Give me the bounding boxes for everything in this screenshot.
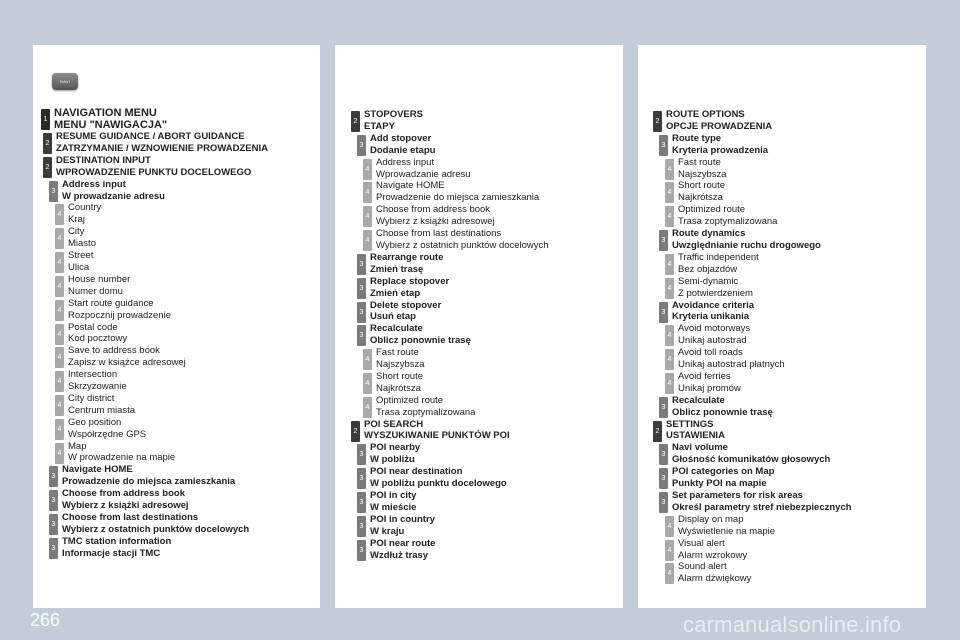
menu-item-text (678, 514, 775, 538)
menu-item-text (56, 131, 268, 155)
menu-item-text (678, 561, 751, 585)
level-badge: 3 (49, 514, 58, 535)
menu-item (665, 323, 852, 347)
menu-item (659, 442, 852, 466)
level-badge: 4 (55, 228, 64, 249)
menu-item-line: Recalculate (370, 323, 423, 335)
level-badge: 3 (357, 468, 366, 489)
menu-item (357, 300, 549, 324)
menu-item-text (678, 180, 725, 204)
level-badge: 4 (55, 419, 64, 440)
level-badge: 3 (357, 254, 366, 275)
menu-item-line: Choose from address book (62, 488, 185, 500)
menu-item-text (678, 323, 750, 347)
menu-item-line: WYSZUKIWANIE PUNKTÓW POI (364, 430, 510, 442)
menu-item-text (54, 107, 167, 131)
level-badge: 4 (55, 204, 64, 225)
level-badge: 3 (659, 135, 668, 156)
menu-item-line: Address input (62, 178, 126, 190)
menu-item-text (376, 347, 425, 371)
level-badge: 4 (363, 182, 372, 203)
level-badge: 4 (665, 540, 674, 561)
menu-item-line: Visual alert (678, 537, 725, 549)
menu-item (55, 417, 268, 441)
menu-item-text (376, 180, 539, 204)
menu-item-line: Zmień etap (370, 287, 421, 299)
menu-item-line: ZATRZYMANIE / WZNOWIENIE PROWADZENIA (56, 142, 268, 154)
level-badge: 4 (55, 443, 64, 464)
menu-column-2 (349, 109, 549, 561)
menu-item-line: Trasa zoptymalizowana (376, 406, 476, 418)
level-badge: 2 (653, 111, 662, 132)
menu-item-text (370, 466, 507, 490)
menu-item-text (376, 395, 475, 419)
menu-item-line: Określ parametry stref niebezpiecznych (672, 501, 852, 513)
menu-item (49, 512, 268, 536)
menu-item (55, 274, 268, 298)
menu-item-text (68, 441, 175, 465)
level-badge: 4 (363, 397, 372, 418)
menu-item (49, 536, 268, 560)
menu-item-line: Bez objazdów (678, 263, 738, 275)
menu-item-text (672, 300, 754, 324)
menu-item (41, 107, 268, 131)
menu-item-line: Navigate HOME (376, 180, 445, 192)
menu-item-line: Kod pocztowy (68, 333, 128, 345)
menu-column-3 (651, 109, 852, 585)
menu-item-line: City district (68, 392, 115, 404)
menu-item-text (678, 538, 747, 562)
menu-item-line: W pobliżu (370, 454, 415, 466)
menu-item-line: Display on map (678, 513, 744, 525)
level-badge: 3 (357, 444, 366, 465)
menu-item-text (68, 250, 93, 274)
menu-item (665, 204, 852, 228)
menu-item (653, 419, 852, 443)
menu-item-line: City (68, 226, 85, 238)
menu-item-text (376, 157, 471, 181)
menu-item-line: Wzdłuż trasy (370, 549, 429, 561)
level-badge: 4 (665, 563, 674, 584)
menu-item (357, 323, 549, 347)
menu-item-text (678, 204, 777, 228)
menu-item-text (56, 155, 251, 179)
menu-item (49, 464, 268, 488)
menu-item-line: POI near route (370, 537, 436, 549)
menu-item-text (678, 157, 727, 181)
menu-item-line: Short route (376, 370, 423, 382)
menu-item-line: Głośność komunikatów głosowych (672, 454, 831, 466)
menu-item-line: DESTINATION INPUT (56, 154, 151, 166)
menu-item (363, 395, 549, 419)
menu-item-line: Unikaj promów (678, 382, 741, 394)
menu-item (665, 347, 852, 371)
menu-item-line: Numer domu (68, 285, 123, 297)
menu-item-line: Najkrótsza (376, 382, 421, 394)
level-badge: 2 (43, 157, 52, 178)
menu-item-line: Wybierz z książki adresowej (62, 500, 189, 512)
menu-item-line: Najszybsza (678, 168, 727, 180)
menu-item (351, 109, 549, 133)
menu-item-line: WPROWADZENIE PUNKTU DOCELOWEGO (56, 166, 252, 178)
menu-item-text (376, 204, 495, 228)
menu-item-line: Address input (376, 156, 435, 168)
menu-item (665, 276, 852, 300)
level-badge: 3 (357, 278, 366, 299)
menu-item-line: Unikaj autostrad płatnych (678, 359, 785, 371)
menu-item (43, 131, 268, 155)
menu-item-line: POI in country (370, 513, 435, 525)
menu-item-line: Usuń etap (370, 311, 416, 323)
menu-item-line: Ulica (68, 261, 90, 273)
level-badge: 1 (41, 109, 50, 130)
menu-item-line: Recalculate (672, 394, 725, 406)
menu-item-line: Avoid motorways (678, 323, 751, 335)
menu-item (43, 155, 268, 179)
menu-item-text (666, 419, 725, 443)
menu-item (55, 345, 268, 369)
menu-item (55, 393, 268, 417)
level-badge: 4 (363, 373, 372, 394)
menu-column-1 (41, 107, 268, 560)
menu-item-line: Fast route (678, 156, 721, 168)
menu-item-line: Map (68, 440, 87, 452)
menu-item-line: Optimized route (376, 394, 444, 406)
menu-item-text (68, 345, 186, 369)
level-badge: 4 (665, 206, 674, 227)
menu-item-text (68, 298, 171, 322)
level-badge: 3 (659, 492, 668, 513)
menu-item-text (62, 179, 165, 203)
menu-item-line: Zapisz w książce adresowej (68, 357, 186, 369)
menu-item-line: Informacje stacji TMC (62, 547, 161, 559)
level-badge: 3 (659, 444, 668, 465)
menu-item-line: Fast route (376, 347, 419, 359)
menu-item-line: Set parameters for risk areas (672, 490, 803, 501)
menu-item-line: Wyświetlenie na mapie (678, 525, 776, 537)
menu-item-text (62, 488, 189, 512)
menu-item-text (68, 202, 101, 226)
menu-item (653, 109, 852, 133)
menu-item-line: Unikaj autostrad (678, 335, 747, 347)
menu-item-text (62, 536, 171, 560)
page-number: 266 (30, 610, 61, 630)
menu-item-line: House number (68, 273, 131, 285)
menu-item (55, 250, 268, 274)
menu-item-line: Sound alert (678, 561, 727, 573)
menu-item-text (672, 395, 773, 419)
menu-item (665, 371, 852, 395)
menu-item-line: Alarm dźwiękowy (678, 573, 752, 585)
menu-item-line: Wybierz z książki adresowej (376, 216, 495, 228)
menu-item-line: Route dynamics (672, 228, 746, 240)
navi-button-icon (52, 73, 78, 90)
menu-item-text (672, 228, 821, 252)
menu-item-line: Kryteria unikania (672, 311, 750, 323)
menu-item-text (370, 514, 435, 538)
level-badge: 2 (351, 421, 360, 442)
menu-item-text (678, 252, 759, 276)
menu-item-text (364, 419, 510, 443)
level-badge: 3 (49, 466, 58, 487)
menu-item-line: Centrum miasta (68, 404, 136, 416)
menu-item (363, 228, 549, 252)
menu-item-text (62, 512, 249, 536)
menu-item-text (678, 276, 753, 300)
level-badge: 4 (665, 516, 674, 537)
menu-item-line: Short route (678, 180, 725, 192)
menu-item-line: Uwzględnianie ruchu drogowego (672, 239, 821, 251)
watermark: carmanualsonline.info (683, 612, 902, 637)
menu-item-line: Alarm wzrokowy (678, 549, 748, 561)
menu-item-line: STOPOVERS (364, 109, 423, 120)
menu-item-text (666, 109, 772, 133)
menu-item (357, 252, 549, 276)
level-badge: 4 (363, 230, 372, 251)
level-badge: 4 (55, 324, 64, 345)
menu-item (357, 442, 549, 466)
menu-item-line: Prowadzenie do miejsca zamieszkania (376, 192, 540, 204)
level-badge: 4 (55, 371, 64, 392)
level-badge: 3 (357, 516, 366, 537)
menu-item (363, 180, 549, 204)
menu-item (665, 180, 852, 204)
level-badge: 3 (357, 135, 366, 156)
menu-item (665, 538, 852, 562)
menu-item (55, 322, 268, 346)
menu-item-line: W kraju (370, 525, 405, 537)
menu-item (55, 441, 268, 465)
menu-item-text (68, 226, 96, 250)
menu-item-line: Choose from address book (376, 204, 491, 216)
level-badge: 4 (665, 373, 674, 394)
menu-item-line: Save to address book (68, 345, 160, 357)
menu-item (665, 157, 852, 181)
menu-item-line: Trasa zoptymalizowana (678, 216, 778, 228)
menu-item (49, 488, 268, 512)
level-badge: 4 (665, 254, 674, 275)
level-badge: 4 (665, 278, 674, 299)
menu-item-line: POI nearby (370, 442, 421, 454)
level-badge: 4 (55, 347, 64, 368)
menu-item-line: Route type (672, 132, 722, 144)
menu-item-text (370, 276, 449, 300)
menu-item-line: W pobliżu punktu docelowego (370, 478, 507, 490)
level-badge: 4 (55, 252, 64, 273)
menu-item-line: Country (68, 202, 102, 214)
menu-item-line: Wprowadzanie adresu (376, 168, 471, 180)
menu-item (659, 228, 852, 252)
level-badge: 3 (659, 397, 668, 418)
menu-item-line: Oblicz ponownie trasę (370, 335, 471, 347)
menu-item (659, 466, 852, 490)
menu-item-line: Avoid toll roads (678, 347, 743, 359)
level-badge: 4 (363, 159, 372, 180)
menu-item-line: Zmień trasę (370, 263, 424, 275)
menu-item (357, 490, 549, 514)
menu-item-line: Kryteria prowadzenia (672, 144, 769, 156)
menu-item-text (364, 109, 423, 133)
level-badge: 4 (55, 300, 64, 321)
menu-item-text (678, 371, 741, 395)
menu-item-line: Kraj (68, 214, 85, 226)
menu-item-line: Rozpocznij prowadzenie (68, 309, 171, 321)
level-badge: 4 (55, 395, 64, 416)
menu-item (363, 157, 549, 181)
menu-item-text (376, 228, 549, 252)
menu-item-line: Najszybsza (376, 359, 425, 371)
menu-item (351, 419, 549, 443)
menu-item-text (672, 442, 830, 466)
menu-item-line: Semi-dynamic (678, 275, 739, 287)
menu-item (55, 369, 268, 393)
level-badge: 3 (357, 492, 366, 513)
menu-item-text (672, 490, 852, 514)
menu-item-line: Postal code (68, 321, 118, 333)
menu-item-line: Delete stopover (370, 299, 442, 311)
menu-item (357, 514, 549, 538)
level-badge: 2 (43, 133, 52, 154)
menu-item-line: Współrzędne GPS (68, 428, 147, 440)
menu-item-line: OPCJE PROWADZENIA (666, 120, 773, 132)
menu-item (659, 133, 852, 157)
level-badge: 2 (351, 111, 360, 132)
menu-item-line: Avoidance criteria (672, 299, 755, 311)
menu-item (665, 514, 852, 538)
menu-item-text (370, 133, 435, 157)
menu-item (659, 300, 852, 324)
menu-item-line: Street (68, 250, 94, 262)
menu-item-line: TMC station information (62, 535, 172, 547)
menu-item-line: Geo position (68, 416, 122, 428)
menu-item (55, 298, 268, 322)
menu-item (357, 466, 549, 490)
menu-item (49, 179, 268, 203)
menu-item-text (68, 274, 130, 298)
menu-item-text (68, 393, 135, 417)
level-badge: 2 (653, 421, 662, 442)
menu-item-line: Optimized route (678, 204, 746, 216)
navi-button-label: NAVI (59, 79, 71, 84)
menu-item (659, 490, 852, 514)
level-badge: 4 (665, 182, 674, 203)
level-badge: 4 (665, 159, 674, 180)
level-badge: 3 (659, 302, 668, 323)
level-badge: 3 (659, 230, 668, 251)
menu-item (363, 371, 549, 395)
menu-item-line: NAVIGATION MENU (54, 107, 157, 119)
menu-item-line: Miasto (68, 238, 96, 250)
menu-item-text (672, 133, 768, 157)
menu-item-text (370, 252, 443, 276)
menu-item-line: W prowadzenie na mapie (68, 452, 176, 464)
menu-item-line: Avoid ferries (678, 370, 731, 382)
menu-item-line: W prowadzanie adresu (62, 190, 165, 202)
menu-item-line: POI SEARCH (364, 418, 424, 430)
menu-item-line: POI near destination (370, 466, 463, 478)
menu-item (665, 252, 852, 276)
menu-item-line: Rearrange route (370, 251, 444, 263)
menu-item-text (68, 322, 127, 346)
menu-item-line: Wybierz z ostatnich punktów docelowych (62, 523, 250, 535)
menu-item-text (678, 347, 785, 371)
menu-item-line: SETTINGS (666, 418, 714, 430)
menu-item-text (62, 464, 235, 488)
menu-item-line: Wybierz z ostatnich punktów docelowych (376, 239, 549, 251)
menu-item-line: POI in city (370, 490, 417, 501)
menu-item-line: Skrzyżowanie (68, 381, 127, 393)
menu-item-line: Replace stopover (370, 275, 450, 287)
menu-item-line: Choose from last destinations (376, 228, 502, 240)
menu-item-line: Punkty POI na mapie (672, 478, 767, 490)
level-badge: 3 (357, 540, 366, 561)
menu-item-line: POI categories on Map (672, 466, 775, 478)
menu-item-line: Dodanie etapu (370, 144, 436, 156)
level-badge: 3 (357, 325, 366, 346)
level-badge: 4 (363, 206, 372, 227)
menu-item (357, 538, 549, 562)
menu-item (55, 202, 268, 226)
menu-item (55, 226, 268, 250)
menu-item (665, 561, 852, 585)
menu-item (363, 347, 549, 371)
level-badge: 4 (665, 349, 674, 370)
menu-item (357, 276, 549, 300)
menu-item-line: W mieście (370, 501, 417, 513)
menu-item-line: Navi volume (672, 442, 728, 454)
menu-item-line: Navigate HOME (62, 464, 133, 476)
menu-item-line: RESUME GUIDANCE / ABORT GUIDANCE (56, 131, 245, 142)
level-badge: 4 (665, 325, 674, 346)
level-badge: 4 (363, 349, 372, 370)
menu-item-text (370, 490, 416, 514)
menu-item-line: Start route guidance (68, 297, 154, 309)
menu-item (357, 133, 549, 157)
menu-item-text (370, 323, 471, 347)
level-badge: 3 (357, 302, 366, 323)
menu-item-line: Choose from last destinations (62, 512, 199, 523)
menu-item-line: Intersection (68, 369, 118, 381)
menu-item-line: ETAPY (364, 120, 395, 132)
level-badge: 3 (49, 490, 58, 511)
menu-item-line: Oblicz ponownie trasę (672, 406, 773, 418)
menu-item-text (370, 300, 441, 324)
menu-item-line: USTAWIENIA (666, 430, 725, 442)
menu-item-line: Traffic independent (678, 251, 759, 263)
menu-item-line: Add stopover (370, 132, 432, 144)
menu-item-line: Z potwierdzeniem (678, 287, 753, 299)
menu-item-text (672, 466, 774, 490)
level-badge: 3 (49, 181, 58, 202)
level-badge: 3 (49, 538, 58, 559)
menu-item-text (370, 442, 420, 466)
menu-item-text (68, 369, 127, 393)
menu-item-text (68, 417, 146, 441)
menu-item-text (376, 371, 423, 395)
menu-item-line: Najkrótsza (678, 192, 723, 204)
menu-item-line: MENU "NAWIGACJA" (54, 119, 168, 131)
menu-item-line: ROUTE OPTIONS (666, 109, 745, 120)
level-badge: 4 (55, 276, 64, 297)
menu-item-line: Prowadzenie do miejsca zamieszkania (62, 476, 236, 488)
menu-item-text (370, 538, 435, 562)
menu-item (363, 204, 549, 228)
level-badge: 3 (659, 468, 668, 489)
menu-item (659, 395, 852, 419)
